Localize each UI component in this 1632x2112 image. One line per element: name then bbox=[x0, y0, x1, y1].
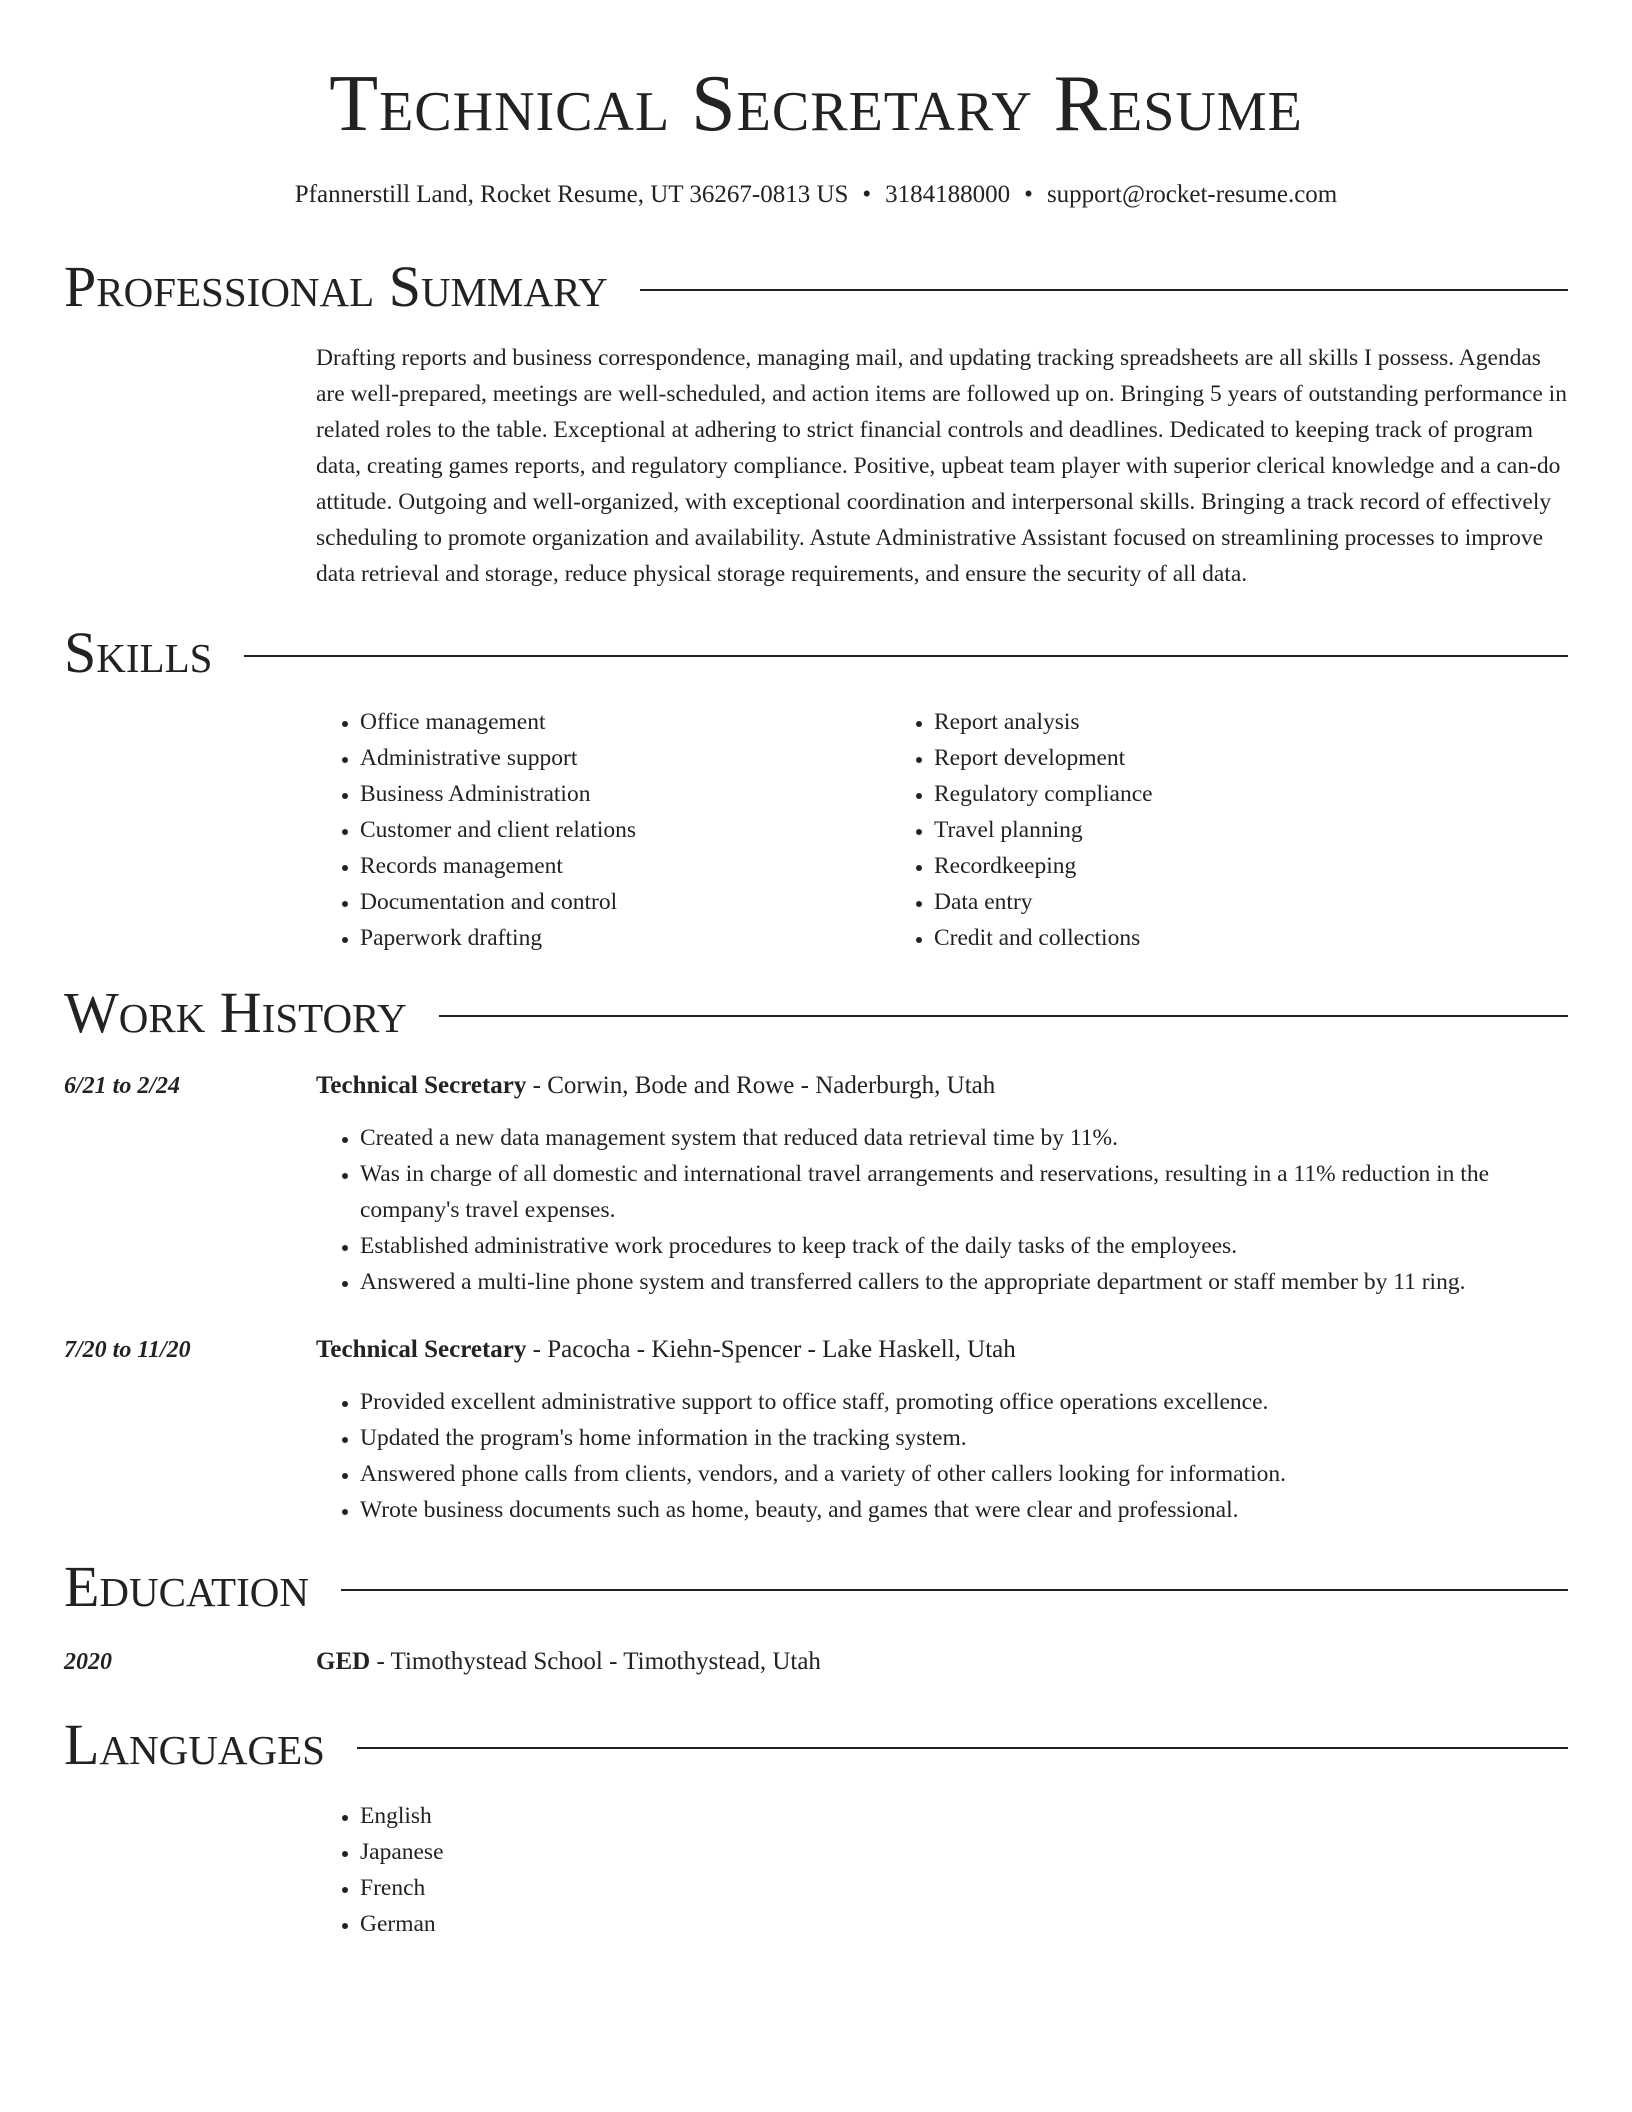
job-bullet: • Wrote business documents such as home, beauty, and games that were clear and professional. bbox=[360, 1492, 1568, 1528]
section-title-summary: Professional Summary bbox=[64, 254, 608, 319]
page-title: Technical Secretary Resume bbox=[329, 60, 1303, 148]
skill-item: • Report development bbox=[934, 740, 1464, 776]
section-title-skills: Skills bbox=[64, 620, 213, 685]
skill-item: • Paperwork drafting bbox=[360, 920, 890, 956]
job-entry bbox=[64, 1332, 1568, 1528]
job-bullets bbox=[316, 1384, 1568, 1528]
education-year: 2020 bbox=[64, 1649, 112, 1675]
summary-text: Drafting reports and business correspondence, managing mail, and updating tracking spreadsheets are all skills I possess. Agendas are well-prepared, meetings are well-scheduled, and action items are followed up on. Bringing 5 years of outstanding performance in related roles to the table. Exceptional at adhering to strict financial controls and deadlines. Dedicated to keeping track of program data, creating games reports, and regulatory compliance. Positive, upbeat team player with superior clerical knowledge and a can-do attitude. Outgoing and well-organized, with exceptional coordination and interpersonal skills. Bringing a track record of effectively scheduling to promote organization and availability. Astute Administrative Assistant focused on streamlining processes to improve data retrieval and storage, reduce physical storage requirements, and ensure the security of all data. bbox=[316, 345, 1567, 587]
job-bullet: • Answered a multi-line phone system and transferred callers to the appropriate department or staff member by 11 ring. bbox=[360, 1264, 1568, 1300]
language-item: • English bbox=[360, 1798, 1568, 1834]
skill-item: • Data entry bbox=[934, 884, 1464, 920]
skill-item: • Regulatory compliance bbox=[934, 776, 1464, 812]
job-heading bbox=[316, 1332, 1568, 1368]
job-bullet: • Established administrative work procedures to keep track of the daily tasks of the employees. bbox=[360, 1228, 1568, 1264]
skill-item: • Travel planning bbox=[934, 812, 1464, 848]
job-heading bbox=[316, 1068, 1568, 1104]
contact-phone: 3184188000 bbox=[885, 181, 1011, 208]
contact-email: support@rocket-resume.com bbox=[1046, 181, 1338, 208]
section-header-skills bbox=[64, 620, 1568, 686]
job-entry bbox=[64, 1068, 1568, 1300]
skill-item: • Documentation and control bbox=[360, 884, 890, 920]
education-degree: GED bbox=[316, 1648, 371, 1675]
section-title-languages: Languages bbox=[64, 1712, 325, 1777]
section-header-summary bbox=[64, 254, 1568, 320]
language-item: • Japanese bbox=[360, 1834, 1568, 1870]
job-bullet: • Answered phone calls from clients, vendors, and a variety of other callers looking for information. bbox=[360, 1456, 1568, 1492]
section-header-work-history bbox=[64, 980, 1568, 1046]
language-item: • German bbox=[360, 1906, 1568, 1942]
skills-column-left bbox=[316, 704, 890, 956]
skill-item: • Credit and collections bbox=[934, 920, 1464, 956]
skills-list bbox=[316, 704, 1568, 956]
job-dates: 7/20 to 11/20 bbox=[64, 1337, 191, 1363]
section-header-education bbox=[64, 1554, 1568, 1620]
languages-list bbox=[316, 1798, 1568, 1942]
job-dates: 6/21 to 2/24 bbox=[64, 1073, 181, 1099]
skill-item: • Business Administration bbox=[360, 776, 890, 812]
skill-item: • Recordkeeping bbox=[934, 848, 1464, 884]
skill-item: • Records management bbox=[360, 848, 890, 884]
education-heading bbox=[316, 1644, 1568, 1680]
job-bullets bbox=[316, 1120, 1568, 1300]
contact-line bbox=[64, 180, 1568, 210]
job-title: Technical Secretary bbox=[316, 1072, 527, 1099]
section-divider bbox=[439, 1015, 1568, 1017]
section-header-languages bbox=[64, 1712, 1568, 1778]
section-title-work-history: Work History bbox=[64, 980, 407, 1045]
skill-item: • Office management bbox=[360, 704, 890, 740]
job-bullet: • Updated the program's home information in the tracking system. bbox=[360, 1420, 1568, 1456]
contact-address: Pfannerstill Land, Rocket Resume, UT 36267-0813 US bbox=[294, 181, 849, 208]
contact-separator: • bbox=[1024, 181, 1033, 208]
job-details: - Pacocha - Kiehn-Spencer - Lake Haskell, Utah bbox=[526, 1336, 1016, 1363]
section-divider bbox=[244, 655, 1568, 657]
education-entry bbox=[64, 1644, 1568, 1680]
education-body bbox=[316, 1644, 1568, 1680]
job-bullet: • Created a new data management system that reduced data retrieval time by 11%. bbox=[360, 1120, 1568, 1156]
section-divider bbox=[341, 1589, 1568, 1591]
skill-item: • Customer and client relations bbox=[360, 812, 890, 848]
job-title: Technical Secretary bbox=[316, 1336, 527, 1363]
education-details: - Timothystead School - Timothystead, Utah bbox=[370, 1648, 821, 1675]
job-body bbox=[316, 1068, 1568, 1300]
skill-item: • Administrative support bbox=[360, 740, 890, 776]
section-title-education: Education bbox=[64, 1554, 309, 1619]
section-divider bbox=[357, 1747, 1568, 1749]
job-bullet: • Provided excellent administrative support to office staff, promoting office operations excellence. bbox=[360, 1384, 1568, 1420]
contact-separator: • bbox=[862, 181, 872, 208]
job-body bbox=[316, 1332, 1568, 1528]
language-item: • French bbox=[360, 1870, 1568, 1906]
skill-item: • Report analysis bbox=[934, 704, 1464, 740]
job-details: - Corwin, Bode and Rowe - Naderburgh, Utah bbox=[526, 1072, 996, 1099]
skills-column-right bbox=[890, 704, 1464, 956]
section-divider bbox=[640, 289, 1568, 291]
job-bullet: • Was in charge of all domestic and international travel arrangements and reservations, resulting in a 11% reduction in the company's travel expenses. bbox=[360, 1156, 1568, 1228]
